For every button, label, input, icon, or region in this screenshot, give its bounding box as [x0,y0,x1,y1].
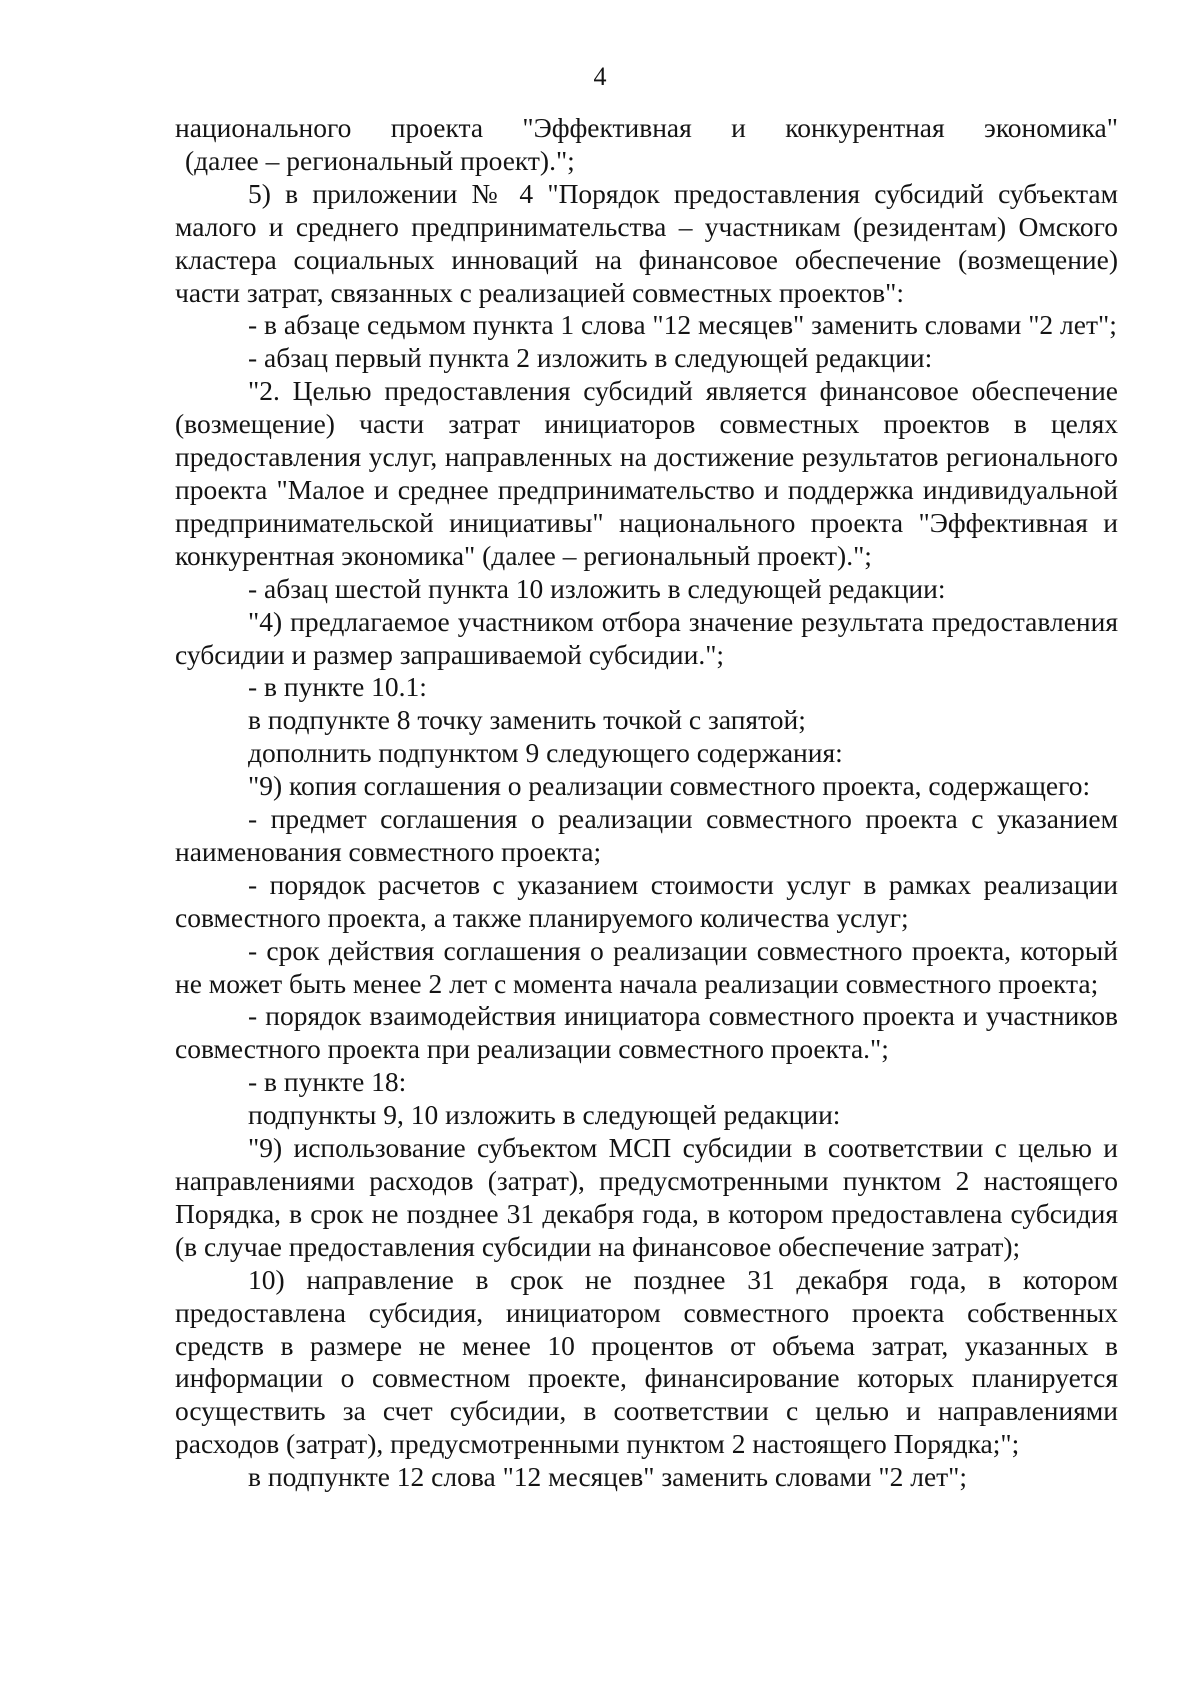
paragraph-2: (далее – региональный проект)."; [185,144,575,176]
paragraph-10: в подпункте 8 точку заменить точкой с запятой; [248,704,806,736]
paragraph-15: - срок действия соглашения о реализации совместного проекта, который не может быть менее 2 лет с момента начала реализации совместного проекта; [175,934,1118,999]
paragraph-3: 5) в приложении № 4 "Порядок предоставления субсидий субъектам малого и среднего предпринимательства – участникам (резидентам) Омского кластера социальных инноваций на финансовое обеспечение (возмещение) части затрат, связанных с реализацией совместных проектов": [175,177,1118,308]
paragraph-13: - предмет соглашения о реализации совместного проекта с указанием наименования совместного проекта; [175,803,1118,867]
paragraph-14: - порядок расчетов с указанием стоимости услуг в рамках реализации совместного проекта, а также планируемого количества услуг; [175,868,1118,933]
paragraph-1: национального проекта "Эффективная и конкурентная экономика" [175,112,1118,143]
paragraph-8: "4) предлагаемое участником отбора значение результата предоставления субсидии и размер запрашиваемой субсидии."; [175,605,1118,670]
paragraph-11: дополнить подпунктом 9 следующего содержания: [248,737,843,769]
paragraph-4: - в абзаце седьмом пункта 1 слова "12 месяцев" заменить словами "2 лет"; [248,309,1117,341]
paragraph-17: - в пункте 18: [248,1066,407,1098]
paragraph-5: - абзац первый пункта 2 изложить в следующей редакции: [248,342,933,374]
paragraph-6: "2. Целью предоставления субсидий является финансовое обеспечение (возмещение) части затрат инициаторов совместных проектов в целях предоставления услуг, направленных на достижение результатов регионального проекта "Малое и среднее предпринимательство и поддержка индивидуальной предпринимательской инициативы" национального проекта "Эффективная и конкурентная экономика" (далее – региональный проект)."; [175,375,1118,571]
page-number: 4 [593,62,607,91]
paragraph-12: "9) копия соглашения о реализации совместного проекта, содержащего: [248,770,1091,802]
paragraph-9: - в пункте 10.1: [248,671,427,703]
paragraph-19: "9) использование субъектом МСП субсидии в соответствии с целью и направлениями расходов (затрат), предусмотренными пунктом 2 настоящего Порядка, в срок не позднее 31 декабря года, в котором предоставлена субсидия (в случае предоставления субсидии на финансовое обеспечение затрат); [175,1132,1118,1262]
document-body [175,112,1118,1494]
paragraph-7: - абзац шестой пункта 10 изложить в следующей редакции: [248,572,946,604]
paragraph-16: - порядок взаимодействия инициатора совместного проекта и участников совместного проекта при реализации совместного проекта."; [175,1000,1118,1065]
paragraph-18: подпункты 9, 10 изложить в следующей редакции: [248,1099,841,1131]
paragraph-21: в подпункте 12 слова "12 месяцев" заменить словами "2 лет"; [248,1461,968,1493]
paragraph-20: 10) направление в срок не позднее 31 декабря года, в котором предоставлена субсидия, инициатором совместного проекта собственных средств в размере не менее 10 процентов от объема затрат, указанных в информации о совместном проекте, финансирование которых планируется осуществить за счет субсидии, в соответствии с целью и направлениями расходов (затрат), предусмотренными пунктом 2 настоящего Порядка;"; [175,1263,1118,1460]
